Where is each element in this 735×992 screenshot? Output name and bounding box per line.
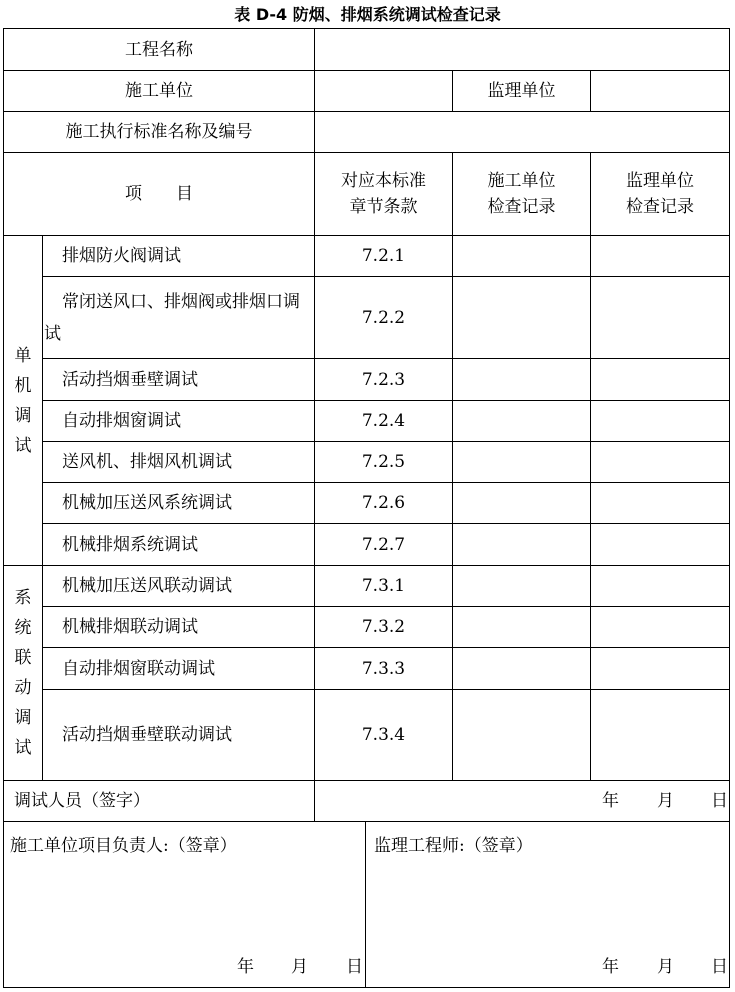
- item-cell: 机械加压送风联动调试: [62, 576, 232, 596]
- clause-column-header: [315, 153, 452, 235]
- item-cell: 活动挡烟垂壁联动调试: [62, 725, 232, 745]
- item-cell: [43, 277, 314, 358]
- contractor-signature-block[interactable]: [4, 822, 365, 987]
- contractor-record-header-line1: 施工单位: [487, 171, 556, 191]
- group-single-char: 单: [14, 345, 32, 366]
- supervisor-record-column-header: [591, 153, 729, 235]
- group-linkage-char: 试: [14, 738, 32, 758]
- table-line: [452, 152, 453, 780]
- date-month: 月: [657, 957, 674, 977]
- date-year: 年: [602, 791, 619, 811]
- project-name-value[interactable]: [315, 29, 729, 70]
- supervisor-sign-label: 监理工程师:（签章）: [374, 836, 533, 856]
- clause-cell: 7.3.4: [361, 725, 406, 745]
- item-cell: 自动排烟窗联动调试: [62, 658, 215, 679]
- group-single-char: 机: [14, 375, 32, 396]
- date-day: 日: [711, 791, 728, 811]
- item-cell: 机械加压送风系统调试: [62, 493, 232, 513]
- clause-cell: 7.2.6: [361, 493, 406, 513]
- group-linkage-char: 动: [14, 678, 32, 698]
- item-text: 常闭送风口、排烟阀或排烟口调试: [44, 291, 300, 344]
- standard-value[interactable]: [315, 112, 729, 152]
- supervisor-record-header-line2: 检查记录: [626, 197, 694, 217]
- item-column-header: 项 目: [125, 184, 193, 204]
- supervisor-record-header-line1: 监理单位: [626, 171, 694, 191]
- group-linkage-char: 系: [14, 588, 32, 608]
- table-line: [729, 28, 730, 988]
- item-cell: 送风机、排烟风机调试: [62, 452, 232, 472]
- clause-cell: 7.2.7: [361, 534, 406, 555]
- table-line: [3, 987, 730, 988]
- clause-header-line2: 章节条款: [349, 197, 418, 217]
- clause-cell: 7.2.3: [361, 369, 406, 390]
- clause-cell: 7.3.3: [361, 658, 406, 679]
- supervisor-value[interactable]: [591, 71, 729, 111]
- group-single-char: 试: [14, 435, 32, 456]
- supervisor-signature-block[interactable]: [366, 822, 729, 987]
- item-cell: 机械排烟联动调试: [62, 617, 198, 637]
- group-linkage-char: 调: [14, 708, 32, 728]
- date-day: 日: [711, 957, 728, 977]
- date-day: 日: [346, 957, 363, 977]
- supervisor-label: 监理单位: [487, 81, 556, 101]
- contractor-value[interactable]: [315, 71, 452, 111]
- date-year: 年: [237, 957, 254, 977]
- group-single-label: [4, 236, 42, 565]
- item-cell: 活动挡烟垂壁调试: [62, 369, 198, 390]
- contractor-sign-label: 施工单位项目负责人:（签章）: [10, 836, 237, 856]
- clause-cell: 7.2.1: [361, 246, 406, 266]
- group-linkage-char: 联: [14, 648, 32, 668]
- contractor-record-column-header: [453, 153, 590, 235]
- clause-cell: 7.2.5: [361, 452, 406, 472]
- clause-cell: 7.3.1: [361, 576, 406, 596]
- item-cell: 机械排烟系统调试: [62, 534, 198, 555]
- contractor-record-header-line2: 检查记录: [487, 197, 556, 217]
- date-year: 年: [602, 957, 619, 977]
- group-linkage-label: [4, 566, 42, 780]
- standard-label: 施工执行标准名称及编号: [65, 122, 253, 142]
- tester-date[interactable]: [315, 781, 729, 821]
- group-single-char: 调: [14, 405, 32, 426]
- item-cell: 自动排烟窗调试: [62, 411, 181, 431]
- clause-cell: 7.2.4: [361, 411, 406, 431]
- date-month: 月: [657, 791, 674, 811]
- group-linkage-char: 统: [14, 618, 32, 638]
- contractor-label: 施工单位: [125, 81, 193, 101]
- tester-label: 调试人员（签字）: [14, 791, 150, 811]
- document-title: 表 D-4 防烟、排烟系统调试检查记录: [234, 5, 501, 24]
- clause-header-line1: 对应本标准: [341, 171, 426, 191]
- project-name-label: 工程名称: [125, 39, 193, 60]
- date-month: 月: [291, 957, 308, 977]
- item-cell: 排烟防火阀调试: [62, 246, 181, 266]
- clause-cell: 7.3.2: [361, 617, 406, 637]
- clause-cell: 7.2.2: [361, 307, 406, 328]
- table-line: [590, 152, 591, 780]
